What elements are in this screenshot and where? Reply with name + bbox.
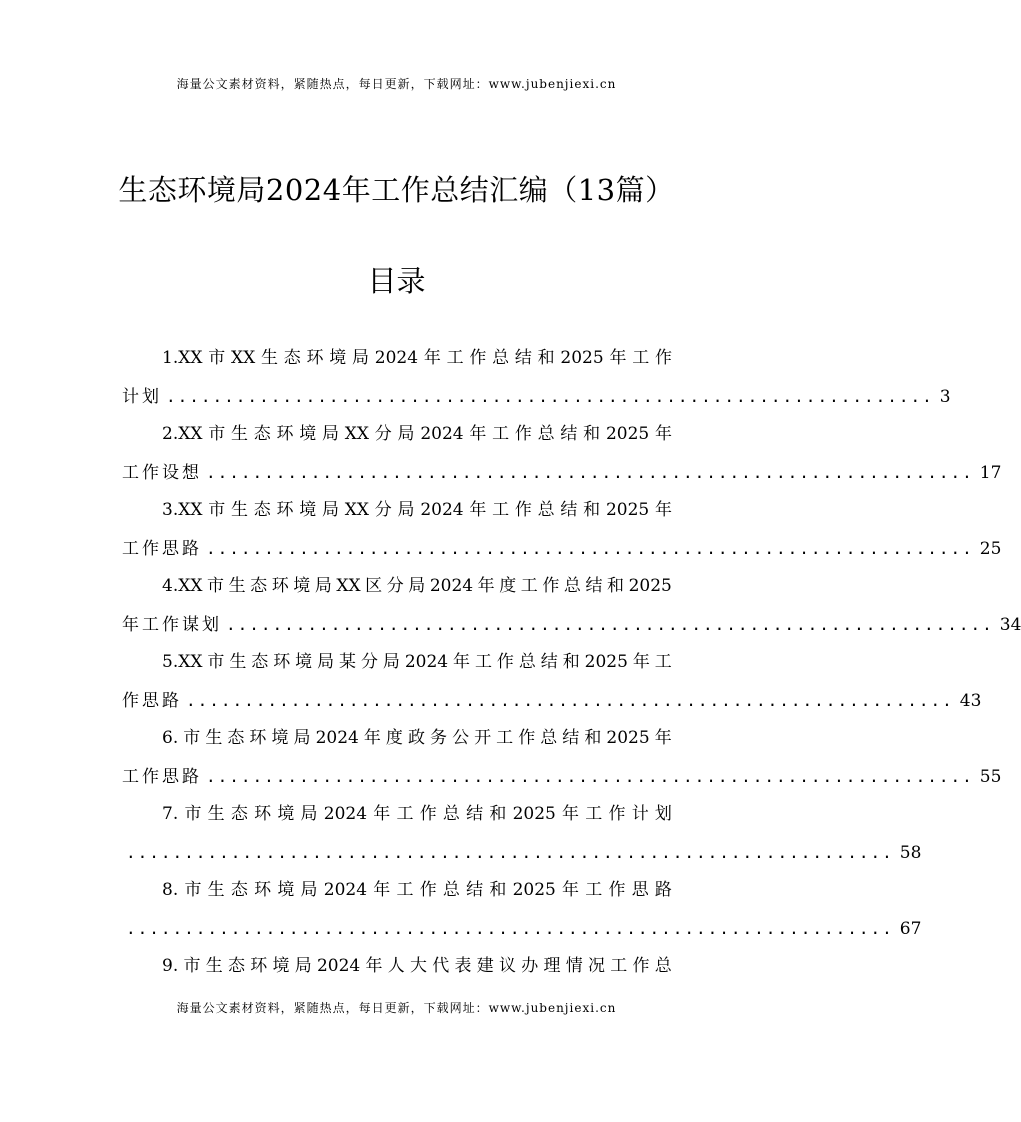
toc-entry-title[interactable]: 5.XX 市 生 态 环 境 局 某 分 局 2024 年 工 作 总 结 和 2025 年 工: [162, 652, 672, 672]
toc-dot-leader: ..................................................................: [226, 614, 994, 634]
toc-entry-1[interactable]: [122, 340, 951, 416]
toc-heading: 目录: [367, 264, 426, 298]
toc-entry-title[interactable]: 9. 市 生 态 环 境 局 2024 年 人 大 代 表 建 议 办 理 情 况 工 作 总: [162, 956, 672, 976]
toc-page-number[interactable]: 3: [939, 386, 951, 407]
toc-entry-5[interactable]: [122, 644, 982, 720]
toc-dot-leader: ..................................................................: [126, 842, 894, 862]
toc-entry-title-tail[interactable]: 年工作谋划: [122, 614, 222, 635]
toc-page-number[interactable]: 34: [999, 614, 1021, 635]
toc-entry-title-tail[interactable]: 作思路: [122, 690, 182, 711]
toc-dot-leader: ..................................................................: [126, 918, 894, 938]
toc-entry-title[interactable]: 2.XX 市 生 态 环 境 局 XX 分 局 2024 年 工 作 总 结 和 2025 年: [162, 424, 672, 444]
toc-dot-leader: ..................................................................: [186, 690, 954, 710]
toc-entry-4[interactable]: [122, 568, 1021, 644]
toc-entry-title[interactable]: 6. 市 生 态 环 境 局 2024 年 度 政 务 公 开 工 作 总 结 和 2025 年: [162, 728, 672, 748]
toc-dot-leader: ..................................................................: [166, 386, 934, 406]
toc-dot-leader: ..................................................................: [206, 766, 974, 786]
toc-dot-leader: ..................................................................: [206, 462, 974, 482]
toc-entry-title[interactable]: 8. 市 生 态 环 境 局 2024 年 工 作 总 结 和 2025 年 工 作 思 路: [162, 880, 672, 900]
toc-page-number[interactable]: 17: [979, 462, 1002, 483]
toc-entry-title-tail[interactable]: 计划: [122, 386, 162, 407]
toc-page-number[interactable]: 55: [979, 766, 1002, 787]
toc-entry-9[interactable]: [122, 948, 672, 986]
toc-page-number[interactable]: 58: [899, 842, 922, 863]
table-of-contents: [122, 340, 1021, 986]
toc-entry-title-tail[interactable]: 工作思路: [122, 766, 202, 787]
page-header-note: 海量公文素材资料，紧随热点，每日更新，下载网址：www.jubenjiexi.cn: [176, 77, 617, 91]
toc-page-number[interactable]: 25: [979, 538, 1002, 559]
toc-page-number[interactable]: 67: [899, 918, 922, 939]
toc-entry-title[interactable]: 4.XX 市 生 态 环 境 局 XX 区 分 局 2024 年 度 工 作 总 结 和 2025: [162, 576, 672, 596]
page-footer-note: 海量公文素材资料，紧随热点，每日更新，下载网址：www.jubenjiexi.cn: [176, 1001, 617, 1015]
toc-entry-title[interactable]: 7. 市 生 态 环 境 局 2024 年 工 作 总 结 和 2025 年 工 作 计 划: [162, 804, 672, 824]
toc-entry-title-tail[interactable]: 工作设想: [122, 462, 202, 483]
toc-entry-6[interactable]: [122, 720, 1002, 796]
document-title: 生态环境局2024年工作总结汇编（13篇）: [118, 173, 675, 207]
toc-entry-2[interactable]: [122, 416, 1002, 492]
toc-entry-8[interactable]: [122, 872, 922, 948]
toc-entry-title[interactable]: 1.XX 市 XX 生 态 环 境 局 2024 年 工 作 总 结 和 2025 年 工 作: [162, 348, 672, 368]
toc-entry-7[interactable]: [122, 796, 922, 872]
toc-entry-title-tail[interactable]: 工作思路: [122, 538, 202, 559]
toc-page-number[interactable]: 43: [959, 690, 982, 711]
toc-entry-title[interactable]: 3.XX 市 生 态 环 境 局 XX 分 局 2024 年 工 作 总 结 和 2025 年: [162, 500, 672, 520]
toc-dot-leader: ..................................................................: [206, 538, 974, 558]
toc-entry-3[interactable]: [122, 492, 1002, 568]
